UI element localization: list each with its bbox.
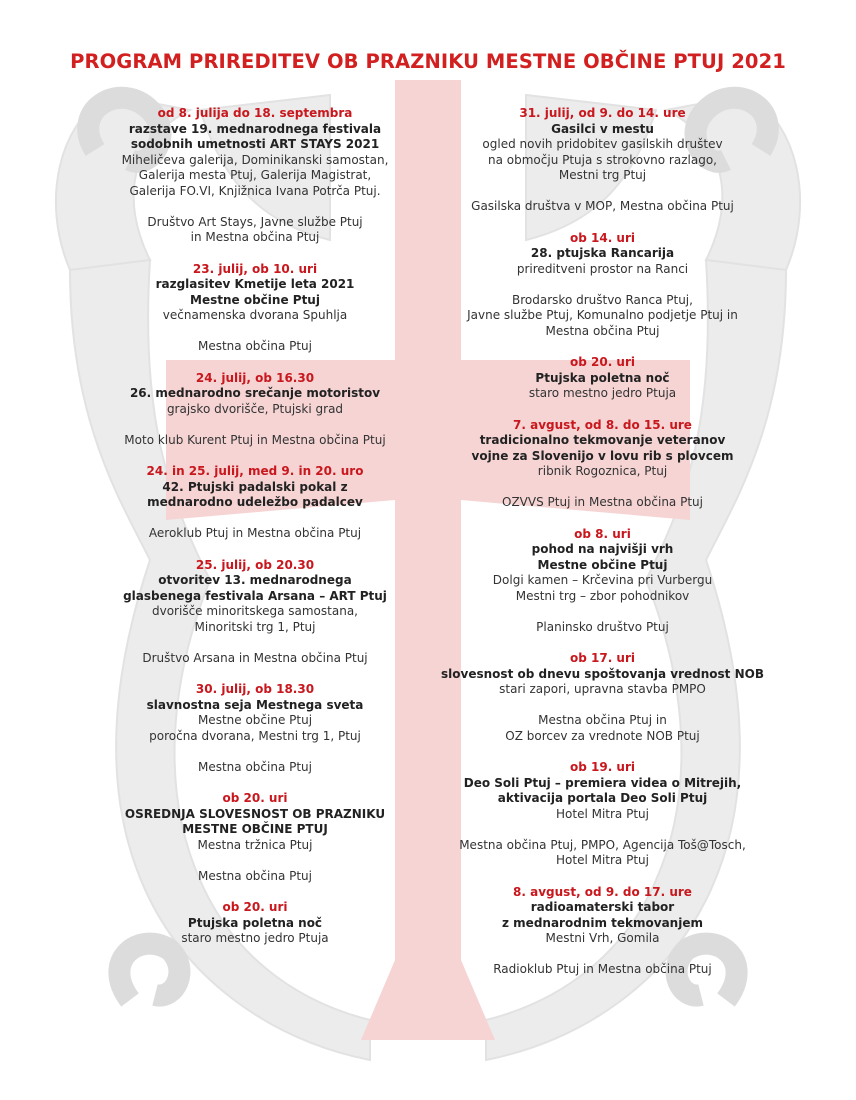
event-location: poročna dvorana, Mestni trg 1, Ptuj [149, 728, 361, 743]
event-name: Ptujska poletna noč [535, 370, 670, 385]
spacer [95, 417, 415, 433]
event-name: vojne za Slovenijo v lovu rib s plovcem [471, 448, 734, 463]
page-title: PROGRAM PRIREDITEV OB PRAZNIKU MESTNE OBČINE PTUJ 2021 [70, 50, 786, 73]
event-date: ob 19. uri [569, 760, 636, 774]
event-organizer: OZVVS Ptuj in Mestna občina Ptuj [502, 495, 703, 509]
event-item [95, 106, 415, 246]
event-name: slovesnost ob dnevu spoštovanja vrednost NOB [441, 666, 764, 681]
event-date: 24. in 25. julij, med 9. in 20. uro [146, 464, 364, 478]
event-name: MESTNE OBČINE PTUJ [182, 822, 328, 836]
event-organizer: in Mestna občina Ptuj [190, 230, 320, 244]
event-organizer: Mestna občina Ptuj [545, 323, 660, 338]
event-organizer: Gasilska društva v MOP, Mestna občina Ptuj [471, 199, 734, 213]
event-location: na območju Ptuja s strokovno razlago, [488, 152, 717, 167]
event-item [440, 885, 765, 978]
event-organizer: OZ borcev za vrednote NOB Ptuj [505, 728, 700, 743]
event-name: radioamaterski tabor [530, 900, 675, 914]
spacer [95, 744, 415, 760]
event-name: glasbenega festivala Arsana – ART Ptuj [123, 588, 387, 603]
event-date: 7. avgust, od 8. do 15. ure [513, 417, 692, 432]
event-item [440, 355, 765, 402]
event-name: z mednarodnim tekmovanjem [502, 915, 703, 930]
spacer [440, 184, 765, 200]
event-date: 25. julij, ob 20.30 [195, 557, 315, 572]
event-location: Mestni trg Ptuj [558, 168, 647, 182]
event-name: Gasilci v mestu [551, 121, 654, 136]
spacer [95, 199, 415, 215]
event-location: dvorišče minoritskega samostana, [152, 604, 358, 618]
event-name: 26. mednarodno srečanje motoristov [129, 386, 381, 400]
event-item [95, 464, 415, 542]
event-item [440, 760, 765, 869]
event-name: razglasitev Kmetije leta 2021 [155, 277, 355, 291]
event-date: ob 17. uri [569, 651, 636, 665]
event-name: razstave 19. mednarodnega festivala [128, 121, 382, 136]
event-location: večnamenska dvorana Spuhlja [162, 308, 348, 322]
spacer [440, 947, 765, 963]
event-item [440, 231, 765, 340]
event-location: Mestna tržnica Ptuj [197, 837, 313, 852]
event-name: Ptujska poletna noč [187, 915, 323, 930]
event-date: od 8. julija do 18. septembra [157, 106, 353, 120]
event-item [95, 558, 415, 667]
event-location: Mestni trg – zbor pohodnikov [515, 588, 690, 603]
events-right-column [440, 106, 765, 978]
event-date: 30. julij, ob 18.30 [195, 682, 315, 696]
spacer [440, 604, 765, 620]
event-location: grajsko dvorišče, Ptujski grad [166, 401, 344, 416]
event-date: 23. julij, ob 10. uri [192, 261, 318, 276]
spacer [440, 822, 765, 838]
event-organizer: Aeroklub Ptuj in Mestna občina Ptuj [148, 526, 362, 540]
event-location: Minoritski trg 1, Ptuj [194, 619, 316, 634]
event-item [440, 418, 765, 511]
event-location: Dolgi kamen – Krčevina pri Vurbergu [492, 573, 713, 587]
event-date: 24. julij, ob 16.30 [195, 370, 315, 385]
event-name: slavnostna seja Mestnega sveta [146, 697, 364, 712]
spacer [95, 635, 415, 651]
event-organizer: Planinsko društvo Ptuj [536, 619, 669, 634]
event-organizer: Moto klub Kurent Ptuj in Mestna občina Ptuj [124, 432, 386, 447]
event-date: ob 20. uri [222, 900, 288, 914]
event-location: ribnik Rogoznica, Ptuj [537, 464, 668, 478]
event-name: otvoritev 13. mednarodnega [158, 573, 352, 587]
event-item [440, 651, 765, 744]
event-location: Galerija mesta Ptuj, Galerija Magistrat, [138, 168, 372, 182]
event-item [95, 371, 415, 449]
event-organizer: Mestna občina Ptuj, PMPO, Agencija Toš@Tosch, [459, 837, 746, 852]
event-date: ob 14. uri [569, 230, 636, 245]
event-location: staro mestno jedro Ptuja [181, 931, 329, 945]
event-date: 31. julij, od 9. do 14. ure [519, 106, 686, 120]
event-name: Mestne občine Ptuj [190, 292, 320, 307]
event-location: Galerija FO.VI, Knjižnica Ivana Potrča Ptuj. [129, 183, 381, 198]
event-date: ob 20. uri [222, 791, 288, 805]
event-name: Mestne občine Ptuj [537, 557, 668, 572]
spacer [95, 853, 415, 869]
event-item [95, 900, 415, 947]
event-location: stari zapori, upravna stavba PMPO [499, 682, 706, 696]
event-item [95, 682, 415, 775]
event-organizer: Radioklub Ptuj in Mestna občina Ptuj [493, 962, 712, 976]
event-organizer: Javne službe Ptuj, Komunalno podjetje Ptuj in [467, 308, 738, 322]
event-date: 8. avgust, od 9. do 17. ure [513, 884, 692, 899]
event-date: ob 20. uri [569, 355, 636, 369]
event-location: staro mestno jedro Ptuja [528, 386, 677, 400]
event-name: pohod na najvišji vrh [531, 542, 674, 556]
events-left-column [95, 106, 415, 947]
event-location: Miheličeva galerija, Dominikanski samostan, [121, 152, 389, 167]
event-date: ob 8. uri [574, 526, 631, 541]
event-location: Hotel Mitra Ptuj [556, 806, 649, 821]
spacer [440, 277, 765, 293]
event-item [95, 262, 415, 355]
event-organizer: Društvo Art Stays, Javne službe Ptuj [147, 214, 363, 229]
event-organizer: Mestna občina Ptuj [197, 759, 312, 774]
event-item [95, 791, 415, 884]
event-name: tradicionalno tekmovanje veteranov [479, 433, 726, 447]
event-item [440, 527, 765, 636]
event-name: 28. ptujska Rancarija [530, 246, 675, 260]
event-name: OSREDNJA SLOVESNOST OB PRAZNIKU [124, 806, 386, 821]
event-organizer: Mestna občina Ptuj [197, 868, 312, 883]
event-location: Mestne občine Ptuj [197, 713, 313, 727]
event-item [440, 106, 765, 215]
event-organizer: Društvo Arsana in Mestna občina Ptuj [142, 650, 368, 665]
event-organizer: Mestna občina Ptuj [197, 339, 312, 353]
event-organizer: Brodarsko društvo Ranca Ptuj, [512, 292, 693, 307]
spacer [95, 511, 415, 527]
event-name: sodobnih umetnosti ART STAYS 2021 [130, 137, 380, 151]
event-name: mednarodno udeležbo padalcev [147, 495, 363, 509]
spacer [440, 698, 765, 714]
spacer [440, 480, 765, 496]
event-name: aktivacija portala Deo Soli Ptuj [497, 791, 708, 805]
spacer [95, 324, 415, 340]
event-organizer: Mestna občina Ptuj in [538, 713, 667, 727]
event-location: prireditveni prostor na Ranci [516, 261, 689, 276]
event-location: Mestni Vrh, Gomila [545, 931, 660, 945]
event-location: ogled novih pridobitev gasilskih društev [482, 137, 723, 151]
event-name: 42. Ptujski padalski pokal z [162, 479, 348, 494]
event-organizer: Hotel Mitra Ptuj [556, 853, 649, 867]
event-name: Deo Soli Ptuj – premiera videa o Mitrejih, [463, 775, 742, 790]
